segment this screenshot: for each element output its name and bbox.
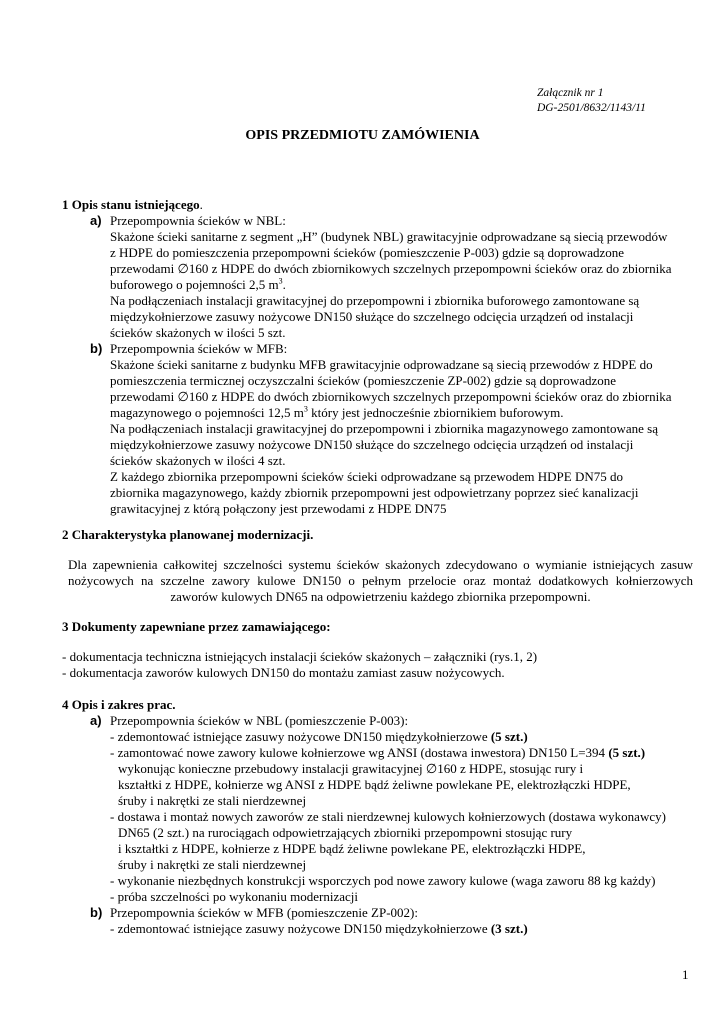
text-line: pomieszczenia termicznej oczyszczalni ścieków (pomieszczenie ZP-002) gdzie są doprowadzone (110, 373, 617, 388)
text-line: kształtki z HDPE, kołnierze wg ANSI z HDPE bądź żeliwne powlekane PE, elektrozłączki HDPE, (118, 777, 631, 792)
text-line: zbiornika magazynowego, każdy zbiornik przepompowni jest odpowietrzany poprzez sieć kanalizacji (110, 485, 639, 500)
text-line: grawitacyjnej z którą połączony jest przewodami z HDPE DN75 (110, 501, 447, 516)
list-item: - zamontować nowe zawory kulowe kołnierzowe wg ANSI (dostawa inwestora) DN150 L=394 (5 szt.) (110, 745, 646, 760)
text-line: Skażone ścieki sanitarne z budynku MFB grawitacyjnie odprowadzane są siecią przewodów z HDPE do (110, 357, 653, 372)
text-line: śruby i nakrętki ze stali nierdzewnej (118, 793, 307, 808)
section-4b-label: b) (90, 905, 103, 920)
list-item: - próba szczelności po wykonaniu modernizacji (110, 889, 358, 904)
section-3-heading: 3 Dokumenty zapewniane przez zamawiającego: (62, 619, 331, 634)
section-1a-title: Przepompownia ścieków w NBL: (110, 213, 286, 228)
text-line: ścieków skażonych w ilości 4 szt. (110, 453, 286, 468)
text-line: i kształtki z HDPE, kołnierze z HDPE bądź żeliwne powlekane PE, elektrozłączki HDPE, (118, 841, 586, 856)
text-line: przewodami ∅160 z HDPE do dwóch zbiornikowych szczelnych przepompowni ścieków oraz do zbiornika (110, 389, 672, 404)
section-4-heading: 4 Opis i zakres prac. (62, 697, 176, 712)
list-item: - dokumentacja zaworów kulowych DN150 do montażu zamiast zasuw nożycowych. (62, 665, 505, 680)
text-line: międzykołnierzowe zasuwy nożycowe DN150 służące do szczelnego odcięcia urządzeń od instalacji (110, 437, 634, 452)
attachment-label: Załącznik nr 1 (537, 87, 604, 99)
text-line: przewodami ∅160 z HDPE do dwóch zbiornikowych szczelnych przepompowni ścieków oraz do zbiornika (110, 261, 672, 276)
list-item: - dostawa i montaż nowych zaworów ze stali nierdzewnej kulowych kołnierzowych (dostawa wykonawcy) (110, 809, 666, 824)
reference-number: DG-2501/8632/1143/11 (537, 102, 646, 114)
text-line: DN65 (2 szt.) na rurociągach odpowietrzających zbiorniki przepompowni stosując rury (118, 825, 573, 840)
page-title: OPIS PRZEDMIOTU ZAMÓWIENIA (245, 128, 480, 143)
section-1b-title: Przepompownia ścieków w MFB: (110, 341, 288, 356)
section-1b-label: b) (90, 341, 103, 356)
text-line: Na podłączeniach instalacji grawitacyjnej do przepompowni i zbiornika buforowego zamontowane są (110, 293, 640, 308)
text-line: Z każdego zbiornika przepompowni ścieków ścieki odprowadzane są przewodem HDPE DN75 do (110, 469, 623, 484)
list-item: - zdemontować istniejące zasuwy nożycowe DN150 międzykołnierzowe (5 szt.) (110, 729, 528, 744)
text-line: Skażone ścieki sanitarne z segment „H” (budynek NBL) grawitacyjnie odprowadzane są siecią przewodów (110, 229, 668, 244)
text-line: Na podłączeniach instalacji grawitacyjnej do przepompowni i zbiornika magazynowego zamontowane są (110, 421, 658, 436)
section-4a-label: a) (90, 713, 102, 728)
text-line: międzykołnierzowe zasuwy nożycowe DN150 służące do szczelnego odcięcia urządzeń od instalacji (110, 309, 634, 324)
list-item: - wykonanie niezbędnych konstrukcji wsporczych pod nowe zawory kulowe (waga zaworu 88 kg każdy) (110, 873, 656, 888)
section-2-paragraph: Dla zapewnienia całkowitej szczelności systemu ścieków skażonych zdecydowano o wymianie istniejących zasuw nożycowych na szczelne zawory kulowe DN150 o pełnym przelocie oraz montaż dodatkowych kołnierzowych zaworów kulowych DN65 na odpowietrzeniu każdego zbiornika przepompowni. (68, 557, 693, 604)
section-2-heading: 2 Charakterystyka planowanej modernizacji. (62, 527, 314, 542)
section-1-heading: 1 Opis stanu istniejącego. (62, 197, 203, 212)
text-line: śruby i nakrętki ze stali nierdzewnej (118, 857, 307, 872)
section-1a-label: a) (90, 213, 102, 228)
text-line: magazynowego o pojemności 12,5 $m^3$ który jest jednocześnie zbiornikiem buforowym. (110, 404, 564, 420)
section-4b-title: Przepompownia ścieków w MFB (pomieszczenie ZP-002): (110, 905, 418, 920)
page-number: 1 (682, 967, 689, 982)
text-line: buforowego o pojemności 2,5 $m^3$. (110, 276, 286, 292)
list-item: - zdemontować istniejące zasuwy nożycowe DN150 międzykołnierzowe (3 szt.) (110, 921, 528, 936)
text-line: z HDPE do pomieszczenia przepompowni ścieków (pomieszczenie P-003) gdzie są doprowadzone (110, 245, 625, 260)
text-line: ścieków skażonych w ilości 5 szt. (110, 325, 286, 340)
list-item: - dokumentacja techniczna istniejących instalacji ścieków skażonych – załączniki (rys.1, 2) (62, 649, 538, 664)
text-line: wykonując konieczne przebudowy instalacji grawitacyjnej ∅160 z HDPE, stosując rury i (118, 761, 584, 776)
section-4a-title: Przepompownia ścieków w NBL (pomieszczenie P-003): (110, 713, 409, 728)
